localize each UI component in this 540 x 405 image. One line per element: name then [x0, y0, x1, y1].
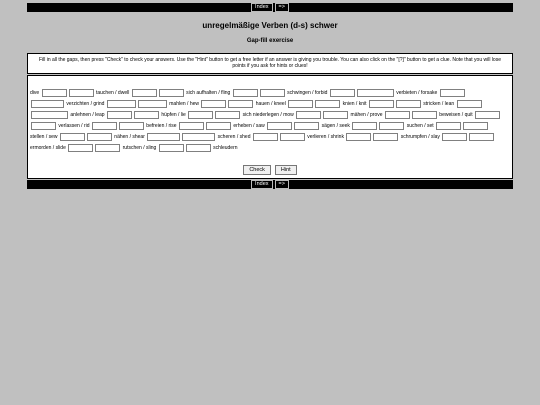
- verb-label: sägen / seek: [321, 123, 350, 129]
- gap-input[interactable]: [215, 111, 240, 119]
- hint-button[interactable]: Hint: [275, 165, 297, 175]
- gap-input[interactable]: [228, 100, 253, 108]
- gap-input[interactable]: [267, 122, 292, 130]
- gap-input[interactable]: [436, 122, 461, 130]
- gap-row-6: [30, 143, 510, 154]
- verb-label: anlehnen / leap: [70, 112, 105, 118]
- next-button[interactable]: =>: [275, 3, 289, 12]
- gap-input[interactable]: [440, 89, 465, 97]
- gap-input[interactable]: [396, 100, 421, 108]
- verb-label: tauchen / dwell: [95, 90, 130, 96]
- page-title: unregelmäßige Verben (d-s) schwer: [202, 21, 338, 30]
- verb-label: befreien / rise: [146, 123, 177, 129]
- verb-label: schleudern: [213, 145, 238, 151]
- gap-input[interactable]: [159, 144, 184, 152]
- gap-input[interactable]: [330, 89, 355, 97]
- verb-label: verzichten / grind: [66, 101, 105, 107]
- gap-input[interactable]: [60, 133, 85, 141]
- instructions-panel: [27, 53, 513, 74]
- gap-input[interactable]: [92, 122, 117, 130]
- gap-input[interactable]: [288, 100, 313, 108]
- gap-input[interactable]: [323, 111, 348, 119]
- gap-input[interactable]: [253, 133, 278, 141]
- gap-input[interactable]: [138, 100, 167, 108]
- gap-input[interactable]: [147, 133, 180, 141]
- gap-input[interactable]: [296, 111, 321, 119]
- verb-label: ermorden / slide: [30, 145, 66, 151]
- gap-input[interactable]: [469, 133, 494, 141]
- gap-input[interactable]: [132, 89, 157, 97]
- instructions-text: Fill in all the gaps, then press "Check" to check your answers. Use the "Hint" button to get a free letter if an answer is giving you trouble. You can also click on the "[?]" button to get a clue. Note that you will lose points if you ask for hints or clues!: [38, 57, 501, 69]
- gap-input[interactable]: [233, 89, 258, 97]
- gap-input[interactable]: [369, 100, 394, 108]
- verb-label: mähen / prove: [350, 112, 383, 118]
- gap-input[interactable]: [442, 133, 467, 141]
- gap-input[interactable]: [119, 122, 144, 130]
- gap-input[interactable]: [68, 144, 93, 152]
- gap-input[interactable]: [186, 144, 211, 152]
- verb-label: nähen / shear: [114, 134, 145, 140]
- gap-input[interactable]: [31, 111, 68, 119]
- gap-input[interactable]: [95, 144, 120, 152]
- verb-label: suchen / set: [406, 123, 434, 129]
- gap-input[interactable]: [346, 133, 371, 141]
- gap-input[interactable]: [69, 89, 94, 97]
- gap-input[interactable]: [475, 111, 500, 119]
- gap-input[interactable]: [42, 89, 67, 97]
- bottom-nav-bar: [27, 180, 513, 189]
- gap-input[interactable]: [385, 111, 410, 119]
- check-button[interactable]: Check: [243, 165, 271, 175]
- verb-label: hauen / kneel: [255, 101, 286, 107]
- verb-label: hüpfen / lie: [161, 112, 186, 118]
- gap-input[interactable]: [179, 122, 204, 130]
- gap-row-3: [30, 110, 510, 121]
- gap-input[interactable]: [201, 100, 226, 108]
- verb-label: verbieten / forsake: [396, 90, 438, 96]
- index-button[interactable]: Index: [251, 180, 272, 189]
- index-button[interactable]: Index: [251, 3, 272, 12]
- gap-input[interactable]: [260, 89, 285, 97]
- verb-label: verlassen / rid: [58, 123, 90, 129]
- verb-label: erheben / saw: [233, 123, 265, 129]
- verb-label: sich niederlegen / mow: [242, 112, 294, 118]
- gap-input[interactable]: [357, 89, 394, 97]
- gap-input[interactable]: [457, 100, 482, 108]
- top-nav-bar: [27, 3, 513, 12]
- verb-label: schrumpfen / slay: [400, 134, 440, 140]
- exercise-panel: [27, 75, 513, 179]
- action-buttons: [28, 165, 512, 175]
- gap-input[interactable]: [379, 122, 404, 130]
- gap-input[interactable]: [31, 122, 56, 130]
- verb-label: knien / knit: [342, 101, 367, 107]
- verb-label: dive: [30, 90, 40, 96]
- gap-row-2: [30, 99, 510, 110]
- gap-input[interactable]: [107, 100, 136, 108]
- verb-label: beweisen / quit: [439, 112, 473, 118]
- gap-input[interactable]: [352, 122, 377, 130]
- gap-input[interactable]: [188, 111, 213, 119]
- exercise-subtitle: Gap-fill exercise: [246, 38, 294, 44]
- gap-row-5: [30, 132, 510, 143]
- gap-input[interactable]: [315, 100, 340, 108]
- gap-input[interactable]: [280, 133, 305, 141]
- verb-label: mahlen / hew: [169, 101, 199, 107]
- gap-input[interactable]: [463, 122, 488, 130]
- gap-input[interactable]: [412, 111, 437, 119]
- verb-label: schwingen / forbid: [287, 90, 328, 96]
- verb-label: stellen / sew: [30, 134, 58, 140]
- gap-input[interactable]: [107, 111, 132, 119]
- gap-input[interactable]: [373, 133, 398, 141]
- next-button[interactable]: =>: [275, 180, 289, 189]
- verb-label: stricken / lean: [423, 101, 455, 107]
- gap-row-4: [30, 121, 510, 132]
- gap-input[interactable]: [31, 100, 64, 108]
- gap-row-1: [30, 88, 510, 99]
- gap-input[interactable]: [159, 89, 184, 97]
- verb-label: scheren / shed: [217, 134, 251, 140]
- gap-input[interactable]: [182, 133, 215, 141]
- gap-input[interactable]: [294, 122, 319, 130]
- gap-input[interactable]: [134, 111, 159, 119]
- verb-label: verlieren / shrink: [307, 134, 344, 140]
- verb-label: rutschen / sling: [122, 145, 157, 151]
- gap-input[interactable]: [87, 133, 112, 141]
- verb-label: sich aufhalten / fling: [186, 90, 231, 96]
- gap-input[interactable]: [206, 122, 231, 130]
